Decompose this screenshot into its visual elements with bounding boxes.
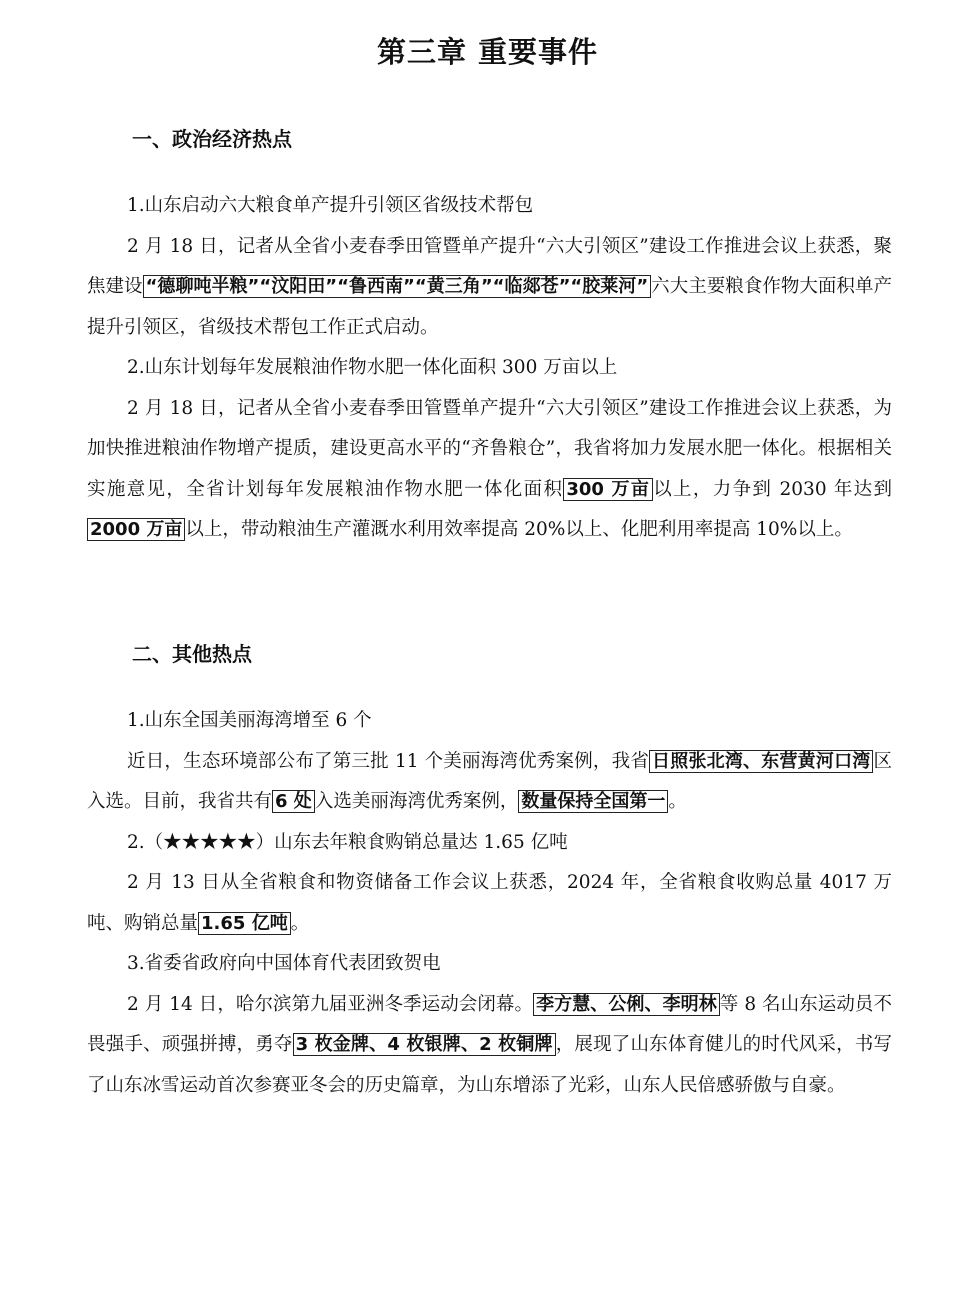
section-other bbox=[87, 701, 892, 1106]
chapter-title: 第三章 重要事件 bbox=[376, 35, 599, 69]
section-heading-other: 二、其他热点 bbox=[132, 642, 252, 666]
highlight-box: 6 处 bbox=[272, 790, 315, 813]
item-paragraph: 2 月 14 日，哈尔滨第九届亚洲冬季运动会闭幕。 李方慧、公俐、李明林 等 8 名山东运动员不畏强手、顽强拼搏，勇夺 3 枚金牌、4 枚银牌、2 枚铜牌 ，展现了山东体育健儿的时代风采，书写了山东冰雪运动首次参赛亚冬会的历史篇章，为山东增添了光彩，山东人民倍感骄傲与自豪。 bbox=[87, 993, 892, 1096]
highlight-box: 300 万亩 bbox=[563, 478, 653, 501]
item-paragraph: 2 月 18 日，记者从全省小麦春季田管暨单产提升“六大引领区”建设工作推进会议上获悉，为加快推进粮油作物增产提质，建设更高水平的“齐鲁粮仓”，我省将加力发展水肥一体化。根据相关实施意见，全省计划每年发展粮油作物水肥一体化面积 300 万亩 以上，力争到 2030 年达到2000 万亩 以上，带动粮油生产灌溉水利用效率提高 20%以上、化肥利用率提高 10%以上。 bbox=[87, 397, 893, 540]
highlight-box: 2000 万亩 bbox=[87, 518, 185, 541]
item-paragraph: 近日，生态环境部公布了第三批 11 个美丽海湾优秀案例，我省 日照张北湾、东营黄河口湾 区入选。目前，我省共有 6 处 入选美丽海湾优秀案例， 数量保持全国第一 。 bbox=[87, 750, 892, 812]
section-politics-economy bbox=[87, 186, 892, 551]
highlight-box: 日照张北湾、东营黄河口湾 bbox=[649, 750, 873, 773]
highlight-box: 3 枚金牌、4 枚银牌、2 枚铜牌 bbox=[293, 1033, 556, 1056]
highlight-box: 数量保持全国第一 bbox=[518, 790, 668, 813]
item-title: 1.山东全国美丽海湾增至 6 个 bbox=[127, 710, 372, 731]
item-title: 2.山东计划每年发展粮油作物水肥一体化面积 300 万亩以上 bbox=[127, 357, 618, 378]
item-title: 1.山东启动六大粮食单产提升引领区省级技术帮包 bbox=[127, 195, 534, 216]
item-title: 3.省委省政府向中国体育代表团致贺电 bbox=[127, 953, 441, 974]
highlight-box: 1.65 亿吨 bbox=[198, 912, 291, 935]
item-paragraph: 2 月 18 日，记者从全省小麦春季田管暨单产提升“六大引领区”建设工作推进会议上获悉，聚焦建设 “德聊吨半粮”“汶阳田”“鲁西南”“黄三角”“临郯苍”“胶莱河” 六大主要粮食作物大面积单产提升引领区，省级技术帮包工作正式启动。 bbox=[87, 235, 892, 338]
section-heading-politics-economy: 一、政治经济热点 bbox=[132, 127, 292, 151]
highlight-box: “德聊吨半粮”“汶阳田”“鲁西南”“黄三角”“临郯苍”“胶莱河” bbox=[143, 275, 652, 298]
item-paragraph: 2 月 13 日从全省粮食和物资储备工作会议上获悉，2024 年，全省粮食收购总量 4017 万吨、购销总量 1.65 亿吨 。 bbox=[87, 872, 892, 934]
highlight-box: 李方慧、公俐、李明林 bbox=[533, 993, 720, 1016]
item-title: 2.（★★★★★）山东去年粮食购销总量达 1.65 亿吨 bbox=[127, 831, 568, 853]
